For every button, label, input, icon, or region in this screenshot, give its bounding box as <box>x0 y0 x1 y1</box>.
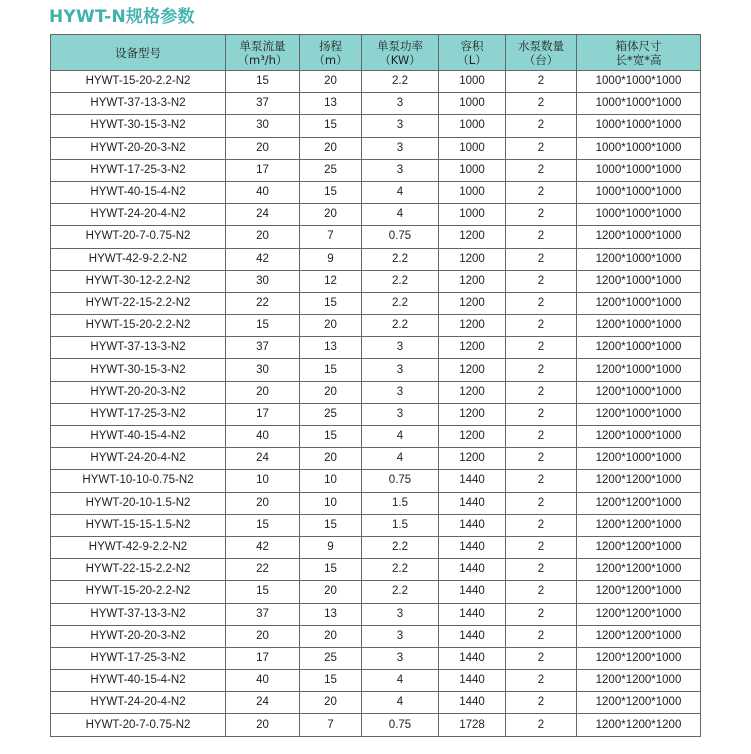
cell-tank-size: 1200*1200*1000 <box>577 603 701 625</box>
cell-flow: 40 <box>226 670 300 692</box>
cell-flow: 20 <box>226 381 300 403</box>
cell-model: HYWT-24-20-4-N2 <box>51 448 226 470</box>
cell-pump-count: 2 <box>506 714 577 736</box>
cell-volume: 1440 <box>439 692 506 714</box>
cell-volume: 1440 <box>439 492 506 514</box>
cell-pump-count: 2 <box>506 292 577 314</box>
cell-head: 20 <box>300 137 362 159</box>
cell-pump-count: 2 <box>506 692 577 714</box>
table-body <box>51 71 701 737</box>
cell-head: 25 <box>300 647 362 669</box>
cell-power: 3 <box>362 115 439 137</box>
cell-tank-size: 1200*1200*1000 <box>577 692 701 714</box>
cell-power: 3 <box>362 137 439 159</box>
cell-head: 13 <box>300 603 362 625</box>
cell-volume: 1200 <box>439 337 506 359</box>
cell-model: HYWT-37-13-3-N2 <box>51 603 226 625</box>
cell-head: 13 <box>300 93 362 115</box>
cell-pump-count: 2 <box>506 204 577 226</box>
table-row <box>51 536 701 558</box>
cell-pump-count: 2 <box>506 670 577 692</box>
cell-head: 25 <box>300 159 362 181</box>
header-row <box>51 35 701 71</box>
cell-volume: 1000 <box>439 204 506 226</box>
cell-model: HYWT-15-20-2.2-N2 <box>51 315 226 337</box>
cell-head: 20 <box>300 448 362 470</box>
cell-model: HYWT-40-15-4-N2 <box>51 181 226 203</box>
cell-flow: 10 <box>226 470 300 492</box>
cell-flow: 22 <box>226 292 300 314</box>
cell-volume: 1000 <box>439 137 506 159</box>
cell-volume: 1440 <box>439 470 506 492</box>
cell-tank-size: 1200*1000*1000 <box>577 426 701 448</box>
table-row <box>51 492 701 514</box>
table-row <box>51 359 701 381</box>
page-title: HYWT-N规格参数 <box>49 7 195 27</box>
table-row <box>51 248 701 270</box>
cell-power: 2.2 <box>362 536 439 558</box>
cell-pump-count: 2 <box>506 492 577 514</box>
cell-tank-size: 1000*1000*1000 <box>577 71 701 93</box>
cell-power: 2.2 <box>362 581 439 603</box>
cell-volume: 1200 <box>439 448 506 470</box>
cell-power: 4 <box>362 670 439 692</box>
cell-tank-size: 1200*1000*1000 <box>577 337 701 359</box>
cell-power: 2.2 <box>362 71 439 93</box>
cell-power: 2.2 <box>362 248 439 270</box>
cell-model: HYWT-42-9-2.2-N2 <box>51 536 226 558</box>
cell-volume: 1200 <box>439 315 506 337</box>
cell-flow: 15 <box>226 514 300 536</box>
cell-flow: 15 <box>226 315 300 337</box>
cell-tank-size: 1200*1200*1000 <box>577 581 701 603</box>
cell-head: 20 <box>300 692 362 714</box>
cell-head: 10 <box>300 470 362 492</box>
table-row <box>51 470 701 492</box>
col-header-model: 设备型号 <box>51 35 226 71</box>
cell-tank-size: 1200*1200*1200 <box>577 714 701 736</box>
cell-pump-count: 2 <box>506 647 577 669</box>
cell-tank-size: 1000*1000*1000 <box>577 159 701 181</box>
cell-model: HYWT-30-12-2.2-N2 <box>51 270 226 292</box>
cell-tank-size: 1000*1000*1000 <box>577 137 701 159</box>
table-row <box>51 93 701 115</box>
cell-head: 15 <box>300 181 362 203</box>
cell-tank-size: 1200*1000*1000 <box>577 248 701 270</box>
cell-model: HYWT-20-20-3-N2 <box>51 137 226 159</box>
cell-flow: 40 <box>226 181 300 203</box>
cell-flow: 20 <box>226 137 300 159</box>
cell-pump-count: 2 <box>506 536 577 558</box>
cell-flow: 42 <box>226 248 300 270</box>
table-row <box>51 581 701 603</box>
cell-model: HYWT-24-20-4-N2 <box>51 204 226 226</box>
cell-model: HYWT-40-15-4-N2 <box>51 670 226 692</box>
cell-pump-count: 2 <box>506 514 577 536</box>
cell-flow: 24 <box>226 448 300 470</box>
cell-volume: 1440 <box>439 514 506 536</box>
cell-pump-count: 2 <box>506 359 577 381</box>
cell-volume: 1200 <box>439 381 506 403</box>
cell-volume: 1440 <box>439 559 506 581</box>
table-row <box>51 559 701 581</box>
cell-flow: 20 <box>226 226 300 248</box>
cell-tank-size: 1200*1200*1000 <box>577 514 701 536</box>
cell-volume: 1200 <box>439 292 506 314</box>
cell-pump-count: 2 <box>506 403 577 425</box>
cell-volume: 1200 <box>439 248 506 270</box>
cell-pump-count: 2 <box>506 381 577 403</box>
cell-head: 15 <box>300 670 362 692</box>
cell-model: HYWT-20-10-1.5-N2 <box>51 492 226 514</box>
cell-volume: 1000 <box>439 159 506 181</box>
cell-power: 3 <box>362 625 439 647</box>
cell-volume: 1440 <box>439 536 506 558</box>
cell-flow: 17 <box>226 403 300 425</box>
col-header-volume: 容积 （L） <box>439 35 506 71</box>
cell-head: 15 <box>300 115 362 137</box>
col-header-head: 扬程 （m） <box>300 35 362 71</box>
cell-power: 3 <box>362 337 439 359</box>
table-row <box>51 514 701 536</box>
cell-volume: 1000 <box>439 115 506 137</box>
cell-model: HYWT-30-15-3-N2 <box>51 359 226 381</box>
cell-head: 9 <box>300 536 362 558</box>
table-row <box>51 647 701 669</box>
cell-volume: 1440 <box>439 581 506 603</box>
cell-power: 1.5 <box>362 492 439 514</box>
cell-volume: 1000 <box>439 93 506 115</box>
table-row <box>51 181 701 203</box>
table-row <box>51 448 701 470</box>
cell-head: 9 <box>300 248 362 270</box>
cell-flow: 42 <box>226 536 300 558</box>
cell-power: 3 <box>362 359 439 381</box>
cell-head: 15 <box>300 426 362 448</box>
cell-flow: 40 <box>226 426 300 448</box>
cell-head: 20 <box>300 381 362 403</box>
cell-head: 25 <box>300 403 362 425</box>
cell-flow: 22 <box>226 559 300 581</box>
cell-flow: 17 <box>226 647 300 669</box>
cell-power: 3 <box>362 381 439 403</box>
cell-tank-size: 1200*1000*1000 <box>577 448 701 470</box>
table-row <box>51 692 701 714</box>
cell-flow: 20 <box>226 492 300 514</box>
cell-model: HYWT-24-20-4-N2 <box>51 692 226 714</box>
table-row <box>51 603 701 625</box>
cell-pump-count: 2 <box>506 71 577 93</box>
table-row <box>51 337 701 359</box>
table-row <box>51 670 701 692</box>
cell-power: 3 <box>362 403 439 425</box>
table-row <box>51 625 701 647</box>
cell-power: 3 <box>362 647 439 669</box>
cell-flow: 24 <box>226 692 300 714</box>
cell-volume: 1200 <box>439 403 506 425</box>
cell-tank-size: 1000*1000*1000 <box>577 181 701 203</box>
cell-model: HYWT-37-13-3-N2 <box>51 337 226 359</box>
cell-model: HYWT-22-15-2.2-N2 <box>51 559 226 581</box>
table-row <box>51 381 701 403</box>
cell-power: 4 <box>362 448 439 470</box>
cell-model: HYWT-17-25-3-N2 <box>51 403 226 425</box>
cell-pump-count: 2 <box>506 470 577 492</box>
cell-flow: 37 <box>226 603 300 625</box>
table-row <box>51 426 701 448</box>
table-row <box>51 159 701 181</box>
cell-tank-size: 1000*1000*1000 <box>577 115 701 137</box>
cell-model: HYWT-37-13-3-N2 <box>51 93 226 115</box>
cell-pump-count: 2 <box>506 581 577 603</box>
cell-pump-count: 2 <box>506 159 577 181</box>
cell-model: HYWT-10-10-0.75-N2 <box>51 470 226 492</box>
cell-pump-count: 2 <box>506 337 577 359</box>
cell-volume: 1440 <box>439 625 506 647</box>
cell-flow: 24 <box>226 204 300 226</box>
cell-model: HYWT-15-20-2.2-N2 <box>51 581 226 603</box>
cell-flow: 30 <box>226 270 300 292</box>
cell-head: 7 <box>300 226 362 248</box>
cell-pump-count: 2 <box>506 625 577 647</box>
spec-table <box>50 34 701 737</box>
cell-pump-count: 2 <box>506 603 577 625</box>
cell-pump-count: 2 <box>506 181 577 203</box>
cell-head: 15 <box>300 359 362 381</box>
table-row <box>51 714 701 736</box>
cell-tank-size: 1200*1200*1000 <box>577 559 701 581</box>
col-header-pump-count: 水泵数量 （台） <box>506 35 577 71</box>
cell-model: HYWT-20-20-3-N2 <box>51 381 226 403</box>
cell-head: 20 <box>300 71 362 93</box>
cell-power: 3 <box>362 93 439 115</box>
cell-pump-count: 2 <box>506 137 577 159</box>
cell-flow: 37 <box>226 93 300 115</box>
cell-model: HYWT-30-15-3-N2 <box>51 115 226 137</box>
table-row <box>51 115 701 137</box>
cell-flow: 30 <box>226 359 300 381</box>
table-row <box>51 270 701 292</box>
cell-pump-count: 2 <box>506 93 577 115</box>
cell-model: HYWT-42-9-2.2-N2 <box>51 248 226 270</box>
cell-model: HYWT-22-15-2.2-N2 <box>51 292 226 314</box>
cell-volume: 1440 <box>439 670 506 692</box>
cell-head: 20 <box>300 581 362 603</box>
cell-tank-size: 1200*1200*1000 <box>577 625 701 647</box>
cell-head: 12 <box>300 270 362 292</box>
cell-power: 4 <box>362 204 439 226</box>
cell-tank-size: 1000*1000*1000 <box>577 204 701 226</box>
cell-head: 7 <box>300 714 362 736</box>
table-row <box>51 226 701 248</box>
cell-volume: 1440 <box>439 647 506 669</box>
cell-flow: 15 <box>226 71 300 93</box>
cell-pump-count: 2 <box>506 448 577 470</box>
cell-tank-size: 1200*1200*1000 <box>577 492 701 514</box>
cell-flow: 20 <box>226 625 300 647</box>
table-row <box>51 315 701 337</box>
cell-head: 10 <box>300 492 362 514</box>
cell-pump-count: 2 <box>506 426 577 448</box>
table-row <box>51 137 701 159</box>
cell-tank-size: 1200*1000*1000 <box>577 292 701 314</box>
cell-volume: 1200 <box>439 226 506 248</box>
cell-power: 2.2 <box>362 315 439 337</box>
cell-head: 15 <box>300 559 362 581</box>
table-row <box>51 292 701 314</box>
cell-power: 3 <box>362 159 439 181</box>
cell-head: 15 <box>300 514 362 536</box>
cell-pump-count: 2 <box>506 559 577 581</box>
cell-head: 13 <box>300 337 362 359</box>
cell-tank-size: 1200*1000*1000 <box>577 381 701 403</box>
cell-power: 4 <box>362 426 439 448</box>
cell-model: HYWT-17-25-3-N2 <box>51 647 226 669</box>
cell-pump-count: 2 <box>506 270 577 292</box>
cell-head: 20 <box>300 625 362 647</box>
cell-flow: 20 <box>226 714 300 736</box>
col-header-power: 单泵功率 （KW） <box>362 35 439 71</box>
cell-head: 20 <box>300 315 362 337</box>
cell-tank-size: 1200*1000*1000 <box>577 403 701 425</box>
cell-flow: 15 <box>226 581 300 603</box>
col-header-flow: 单泵流量 （m³/h） <box>226 35 300 71</box>
table-row <box>51 204 701 226</box>
cell-pump-count: 2 <box>506 226 577 248</box>
cell-model: HYWT-15-15-1.5-N2 <box>51 514 226 536</box>
cell-power: 0.75 <box>362 470 439 492</box>
cell-power: 0.75 <box>362 226 439 248</box>
cell-tank-size: 1200*1200*1000 <box>577 470 701 492</box>
cell-flow: 17 <box>226 159 300 181</box>
cell-head: 20 <box>300 204 362 226</box>
cell-volume: 1200 <box>439 359 506 381</box>
table-row <box>51 71 701 93</box>
cell-pump-count: 2 <box>506 115 577 137</box>
cell-tank-size: 1200*1200*1000 <box>577 647 701 669</box>
cell-model: HYWT-20-7-0.75-N2 <box>51 226 226 248</box>
cell-tank-size: 1200*1000*1000 <box>577 270 701 292</box>
cell-tank-size: 1200*1200*1000 <box>577 670 701 692</box>
cell-tank-size: 1200*1200*1000 <box>577 536 701 558</box>
cell-head: 15 <box>300 292 362 314</box>
cell-tank-size: 1200*1000*1000 <box>577 226 701 248</box>
cell-volume: 1000 <box>439 181 506 203</box>
cell-volume: 1200 <box>439 426 506 448</box>
cell-power: 3 <box>362 603 439 625</box>
cell-volume: 1440 <box>439 603 506 625</box>
cell-model: HYWT-40-15-4-N2 <box>51 426 226 448</box>
cell-flow: 30 <box>226 115 300 137</box>
cell-tank-size: 1200*1000*1000 <box>577 359 701 381</box>
cell-pump-count: 2 <box>506 315 577 337</box>
cell-tank-size: 1000*1000*1000 <box>577 93 701 115</box>
cell-model: HYWT-20-20-3-N2 <box>51 625 226 647</box>
cell-model: HYWT-20-7-0.75-N2 <box>51 714 226 736</box>
cell-pump-count: 2 <box>506 248 577 270</box>
cell-power: 0.75 <box>362 714 439 736</box>
cell-tank-size: 1200*1000*1000 <box>577 315 701 337</box>
cell-volume: 1728 <box>439 714 506 736</box>
cell-model: HYWT-17-25-3-N2 <box>51 159 226 181</box>
cell-power: 1.5 <box>362 514 439 536</box>
cell-power: 4 <box>362 181 439 203</box>
cell-volume: 1200 <box>439 270 506 292</box>
cell-power: 2.2 <box>362 292 439 314</box>
cell-volume: 1000 <box>439 71 506 93</box>
cell-power: 2.2 <box>362 270 439 292</box>
cell-flow: 37 <box>226 337 300 359</box>
cell-power: 2.2 <box>362 559 439 581</box>
col-header-tank-size: 箱体尺寸 长*宽*高 <box>577 35 701 71</box>
cell-model: HYWT-15-20-2.2-N2 <box>51 71 226 93</box>
table-row <box>51 403 701 425</box>
cell-power: 4 <box>362 692 439 714</box>
